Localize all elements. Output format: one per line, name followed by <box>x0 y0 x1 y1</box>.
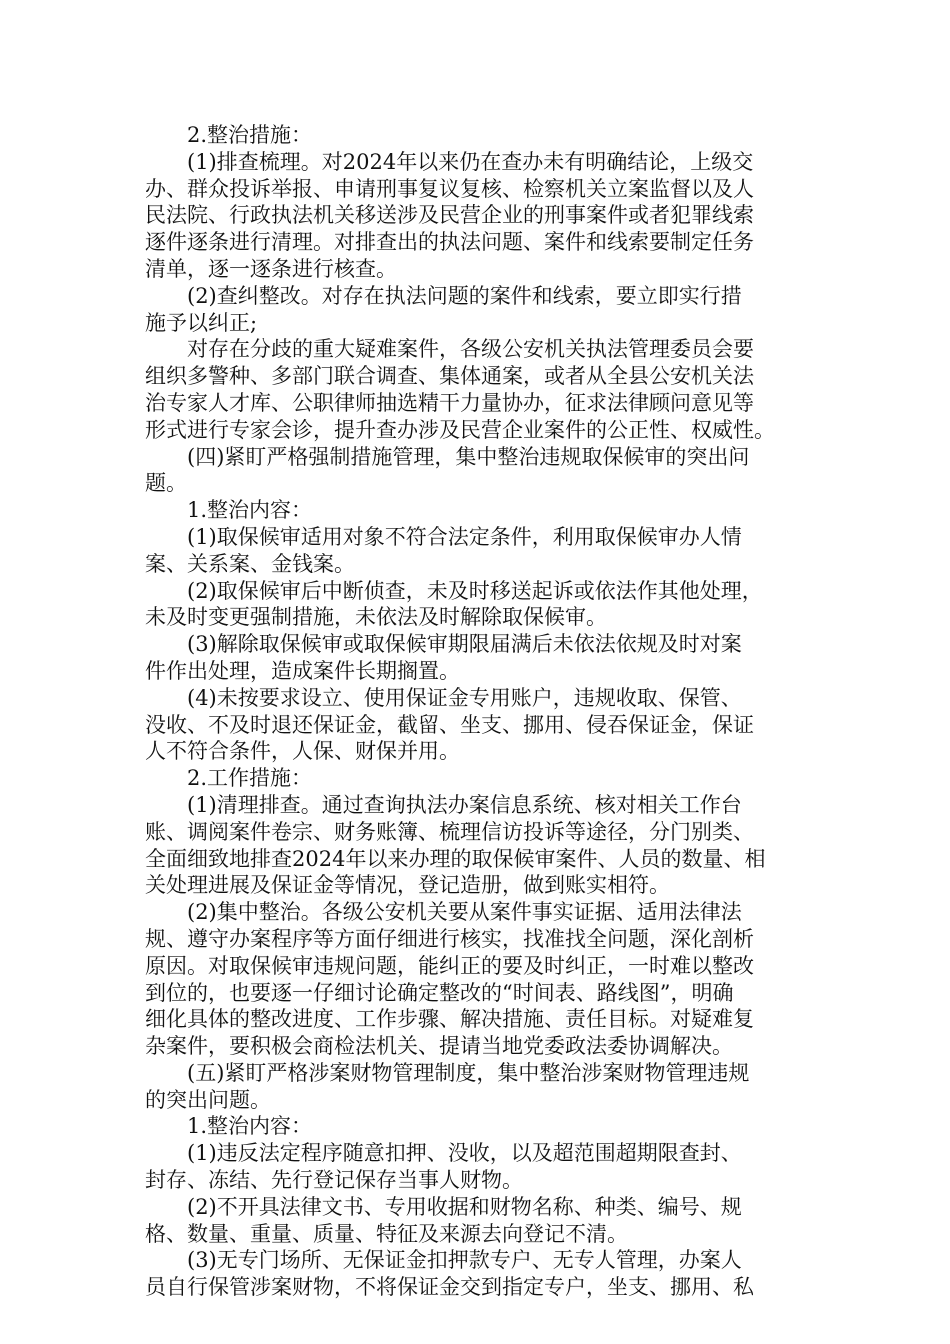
text-line: 清单，逐一逐条进行核查。 <box>145 256 397 281</box>
text-line: (五)紧盯严格涉案财物管理制度，集中整治涉案财物管理违规 <box>187 1060 750 1085</box>
text-line: (2)不开具法律文书、专用收据和财物名称、种类、编号、规 <box>187 1194 742 1219</box>
text-line: 2.整治措施： <box>187 123 313 147</box>
paragraph <box>145 1194 837 1248</box>
text-line: 杂案件，要积极会商检法机关、提请当地党委政法委协调解决。 <box>145 1034 733 1059</box>
text-line: 全面细致地排查2024年以来办理的取保候审案件、人员的数量、相 <box>145 846 766 871</box>
text-line: (2)集中整治。各级公安机关要从案件事实证据、适用法律法 <box>187 900 742 925</box>
text-line: 的突出问题。 <box>145 1087 271 1112</box>
paragraph <box>145 122 837 149</box>
text-line: (四)紧盯严格强制措施管理，集中整治违规取保候审的突出问 <box>187 444 750 469</box>
paragraph <box>145 631 837 685</box>
text-line: 封存、冻结、先行登记保存当事人财物。 <box>145 1168 523 1193</box>
text-line: (3)解除取保候审或取保候审期限届满后未依法依规及时对案 <box>187 632 742 657</box>
text-line: (1)违反法定程序随意扣押、没收，以及超范围超期限查封、 <box>187 1141 742 1166</box>
paragraph <box>145 899 837 1060</box>
text-line: 组织多警种、多部门联合调查、集体通案，或者从全县公安机关法 <box>145 364 754 389</box>
paragraph <box>145 578 837 632</box>
text-line: 原因。对取保候审违规问题，能纠正的要及时纠正，一时难以整改 <box>145 953 754 978</box>
text-line: 民法院、行政执法机关移送涉及民营企业的刑事案件或者犯罪线索 <box>145 203 754 228</box>
paragraph <box>145 283 837 337</box>
text-line: 员自行保管涉案财物，不将保证金交到指定专户，坐支、挪用、私 <box>145 1275 754 1300</box>
paragraph <box>145 497 837 524</box>
paragraph <box>145 685 837 765</box>
paragraph <box>145 792 837 899</box>
paragraph <box>145 1113 837 1140</box>
text-line: 逐件逐条进行清理。对排查出的执法问题、案件和线索要制定任务 <box>145 230 754 255</box>
text-line: 格、数量、重量、质量、特征及来源去向登记不清。 <box>145 1221 628 1246</box>
text-line: 1.整治内容： <box>187 498 313 523</box>
paragraph <box>145 444 837 498</box>
paragraph <box>145 1060 837 1114</box>
text-line: 1.整治内容： <box>187 1114 313 1139</box>
paragraph <box>145 336 837 443</box>
paragraph <box>145 524 837 578</box>
text-line: 题。 <box>145 471 187 496</box>
document-body <box>145 122 837 1301</box>
text-line: 账、调阅案件卷宗、财务账簿、梳理信访投诉等途径，分门别类、 <box>145 819 754 844</box>
paragraph <box>145 765 837 792</box>
text-line: (2)取保候审后中断侦查，未及时移送起诉或依法作其他处理， <box>187 578 763 603</box>
text-line: 治专家人才库、公职律师抽选精干力量协办，征求法律顾问意见等 <box>145 390 754 415</box>
text-line: 细化具体的整改进度、工作步骤、解决措施、责任目标。对疑难复 <box>145 1007 754 1032</box>
text-line: 形式进行专家会诊，提升查办涉及民营企业案件的公正性、权威性。 <box>145 417 775 442</box>
text-line: (1)排查梳理。对2024年以来仍在查办未有明确结论，上级交 <box>187 149 754 174</box>
text-line: 规、遵守办案程序等方面仔细进行核实，找准找全问题，深化剖析 <box>145 926 754 951</box>
text-line: 办、群众投诉举报、申请刑事复议复核、检察机关立案监督以及人 <box>145 176 754 201</box>
text-line: 人不符合条件，人保、财保并用。 <box>145 739 460 764</box>
text-line: (3)无专门场所、无保证金扣押款专户、无专人管理，办案人 <box>187 1248 742 1273</box>
text-line: 未及时变更强制措施，未依法及时解除取保候审。 <box>145 605 607 630</box>
text-line: 关处理进展及保证金等情况，登记造册，做到账实相符。 <box>145 873 670 898</box>
text-line: 件作出处理，造成案件长期搁置。 <box>145 658 460 683</box>
text-line: (4)未按要求设立、使用保证金专用账户，违规收取、保管、 <box>187 685 742 710</box>
text-line: 到位的，也要逐一仔细讨论确定整改的“时间表、路线图”，明确 <box>145 980 734 1005</box>
text-line: (1)取保候审适用对象不符合法定条件，利用取保候审办人情 <box>187 524 742 549</box>
paragraph <box>145 1247 837 1301</box>
text-line: 对存在分歧的重大疑难案件，各级公安机关执法管理委员会要 <box>187 337 754 362</box>
paragraph <box>145 149 837 283</box>
text-line: 施予以纠正; <box>145 310 258 335</box>
text-line: 2.工作措施： <box>187 766 313 791</box>
text-line: (1)清理排查。通过查询执法办案信息系统、核对相关工作台 <box>187 792 742 817</box>
text-line: 案、关系案、金钱案。 <box>145 551 355 576</box>
paragraph <box>145 1140 837 1194</box>
text-line: (2)查纠整改。对存在执法问题的案件和线索，要立即实行措 <box>187 283 742 308</box>
text-line: 没收、不及时退还保证金，截留、坐支、挪用、侵吞保证金，保证 <box>145 712 754 737</box>
